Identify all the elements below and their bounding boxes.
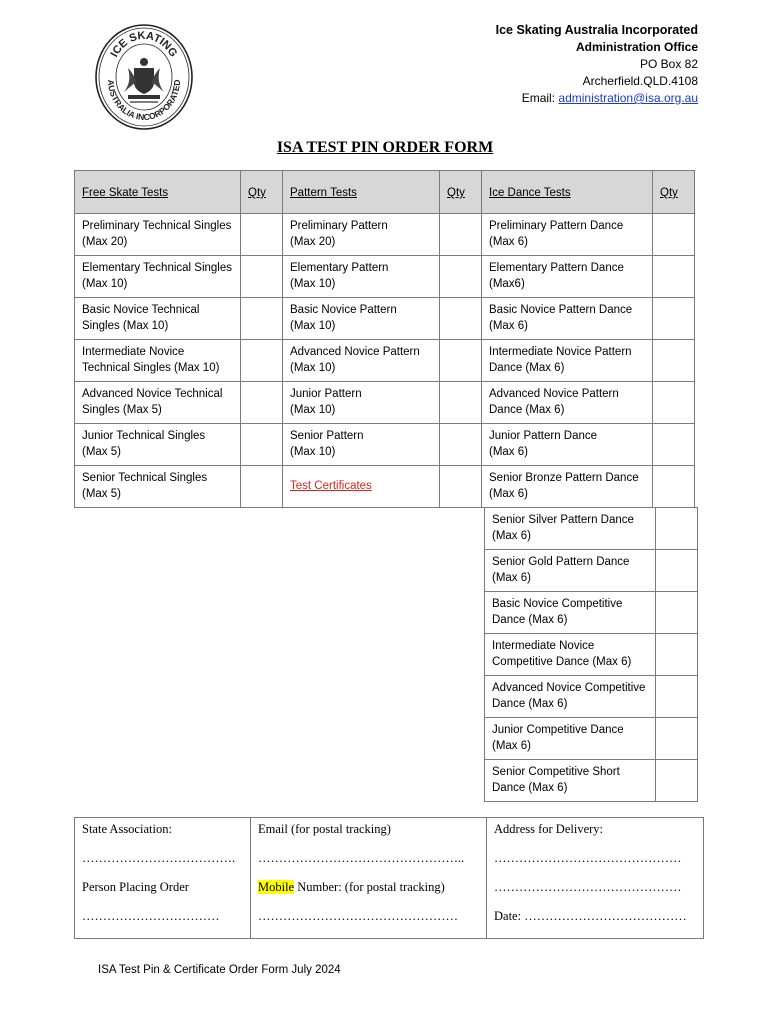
test-certificates-link[interactable]: Test Certificates: [290, 480, 372, 492]
form-col-state: [75, 818, 251, 938]
logo-top-text: ICE SKATING: [108, 29, 180, 60]
pattern-test-line1: Junior Pattern: [290, 388, 362, 400]
ice-dance-test-line1: Intermediate Novice: [492, 640, 595, 652]
pattern-test-line2: (Max 10): [290, 319, 336, 332]
header-ice-dance: Ice Dance Tests: [481, 170, 653, 214]
org-name: Ice Skating Australia Incorporated: [495, 23, 698, 37]
free-skate-test: [74, 423, 241, 466]
ice-dance-test: [484, 591, 656, 634]
pattern-test-line2: (Max 10): [290, 361, 336, 374]
page-footer: ISA Test Pin & Certificate Order Form July 2024: [98, 964, 341, 976]
ice-dance-test: [484, 633, 656, 676]
ice-dance-test: [484, 675, 656, 718]
header-qty-pattern: Qty: [439, 170, 482, 214]
free-skate-test-line2: (Max 5): [82, 487, 121, 500]
ice-dance-test: [481, 423, 653, 466]
empty-spacer: [74, 675, 485, 718]
ice-dance-test-line2: Dance (Max 6): [492, 781, 568, 794]
ice-dance-test-line2: (Max 6): [489, 487, 528, 500]
table-row: [74, 717, 704, 759]
empty-spacer: [74, 507, 485, 550]
pattern-test-line2: (Max 20): [290, 235, 336, 248]
empty-spacer: [74, 633, 485, 676]
pattern-test: [282, 297, 440, 340]
ice-dance-test-line1: Senior Bronze Pattern Dance: [489, 472, 639, 484]
free-skate-test-line2: (Max 20): [82, 235, 128, 248]
empty-spacer: [74, 591, 485, 634]
ice-dance-test: [484, 717, 656, 760]
ice-dance-test-line1: Basic Novice Competitive: [492, 598, 623, 610]
mobile-highlight: Mobile: [258, 880, 295, 894]
table-row: [74, 591, 704, 633]
email-tracking-label: Email (for postal tracking): [258, 822, 391, 836]
free-skate-test-line1: Senior Technical Singles: [82, 472, 208, 484]
ice-dance-qty-input[interactable]: [655, 507, 698, 550]
pattern-test-line2: (Max 10): [290, 445, 336, 458]
pattern-test: [282, 339, 440, 382]
mobile-field[interactable]: …………………………………………: [258, 909, 458, 923]
ice-dance-test-line1: Junior Competitive Dance: [492, 724, 624, 736]
free-skate-test-line2: (Max 5): [82, 445, 121, 458]
ice-dance-qty-input[interactable]: [652, 423, 695, 466]
table-row: [74, 339, 704, 381]
ice-dance-qty-input[interactable]: [652, 381, 695, 424]
free-skate-qty-input[interactable]: [240, 465, 283, 508]
table-row: [74, 507, 704, 549]
date-field[interactable]: Date: …………………………………: [494, 909, 687, 923]
pattern-test: [282, 381, 440, 424]
pattern-test-line1: Advanced Novice Pattern: [290, 346, 420, 358]
header-pattern: Pattern Tests: [282, 170, 440, 214]
free-skate-test-line2: (Max 10): [82, 277, 128, 290]
table-row: [74, 213, 704, 255]
svg-text:ICE SKATING: [108, 30, 179, 59]
logo-bottom-text: AUSTRALIA INCORPORATED: [105, 79, 183, 123]
ice-dance-test-line1: Preliminary Pattern Dance: [489, 220, 624, 232]
pattern-qty-input[interactable]: [439, 213, 482, 256]
free-skate-qty-input[interactable]: [240, 255, 283, 298]
empty-spacer: [74, 549, 485, 592]
free-skate-test-line1: Advanced Novice Technical: [82, 388, 223, 400]
ice-dance-qty-input[interactable]: [652, 339, 695, 382]
ice-dance-test-line2: Dance (Max 6): [489, 403, 565, 416]
pattern-qty-input[interactable]: [439, 297, 482, 340]
ice-dance-test-line2: Dance (Max 6): [492, 613, 568, 626]
table-header-row: [74, 170, 704, 213]
free-skate-test-line1: Elementary Technical Singles: [82, 262, 233, 274]
header-qty-free-skate: Qty: [240, 170, 283, 214]
header-qty-ice-dance: Qty: [652, 170, 695, 214]
free-skate-test: [74, 297, 241, 340]
email-tracking-field[interactable]: …………………………………………..: [258, 851, 465, 865]
ice-dance-test: [481, 381, 653, 424]
free-skate-test-line2: Singles (Max 10): [82, 319, 169, 332]
ice-dance-test-line1: Advanced Novice Pattern: [489, 388, 619, 400]
ice-dance-qty-input[interactable]: [655, 549, 698, 592]
ice-dance-test-line2: (Max 6): [489, 235, 528, 248]
free-skate-test-line2: Singles (Max 5): [82, 403, 162, 416]
order-table: [74, 170, 704, 801]
table-row: [74, 423, 704, 465]
ice-dance-test: [484, 507, 656, 550]
empty-spacer: [74, 759, 485, 802]
ice-dance-test-line2: (Max 6): [492, 739, 531, 752]
po-box: PO Box 82: [639, 57, 698, 71]
table-body: [74, 213, 704, 801]
ice-dance-test-line2: Dance (Max 6): [489, 361, 565, 374]
free-skate-qty-input[interactable]: [240, 297, 283, 340]
ice-dance-test-line1: Senior Silver Pattern Dance: [492, 514, 634, 526]
free-skate-test-line1: Intermediate Novice: [82, 346, 185, 358]
form-col-address: [487, 818, 703, 938]
ice-dance-test-line2: (Max6): [489, 277, 525, 290]
state-association-field[interactable]: ……………………………….: [82, 851, 236, 865]
free-skate-test: [74, 381, 241, 424]
pattern-qty-input[interactable]: [439, 255, 482, 298]
ice-dance-test: [481, 255, 653, 298]
table-row: [74, 549, 704, 591]
ice-dance-test-line2: Competitive Dance (Max 6): [492, 655, 632, 668]
ice-dance-test-line1: Senior Competitive Short: [492, 766, 620, 778]
office-name: Administration Office: [575, 40, 698, 54]
email-link[interactable]: administration@isa.org.au: [558, 91, 698, 105]
free-skate-test: [74, 339, 241, 382]
ice-dance-qty-input[interactable]: [652, 255, 695, 298]
pattern-test-line1: Basic Novice Pattern: [290, 304, 397, 316]
pattern-test-line1: Preliminary Pattern: [290, 220, 388, 232]
pattern-qty-input[interactable]: [439, 465, 482, 508]
free-skate-qty-input[interactable]: [240, 213, 283, 256]
isa-seal-logo: [94, 22, 194, 132]
free-skate-qty-input[interactable]: [240, 339, 283, 382]
address-label: Address for Delivery:: [494, 822, 603, 836]
person-placing-order-label: Person Placing Order: [82, 880, 189, 894]
city: Archerfield.QLD.4108: [582, 74, 698, 88]
pattern-test: [282, 423, 440, 466]
pattern-test-line2: (Max 10): [290, 277, 336, 290]
free-skate-test: [74, 255, 241, 298]
ice-dance-test-line1: Intermediate Novice Pattern: [489, 346, 632, 358]
empty-spacer: [74, 717, 485, 760]
ice-dance-test-line1: Elementary Pattern Dance: [489, 262, 624, 274]
delivery-form: [74, 817, 704, 939]
table-row: [74, 381, 704, 423]
ice-dance-qty-input[interactable]: [655, 675, 698, 718]
mobile-label-rest: Number: (for postal tracking): [294, 880, 445, 894]
address-field-1[interactable]: ………………………………………: [494, 851, 682, 865]
form-col-contact: [251, 818, 487, 938]
pattern-test-line1: Elementary Pattern: [290, 262, 389, 274]
ice-dance-test-line2: (Max 6): [489, 445, 528, 458]
ice-dance-qty-input[interactable]: [652, 297, 695, 340]
ice-dance-test-line2: (Max 6): [489, 319, 528, 332]
free-skate-test: [74, 213, 241, 256]
page-title: ISA TEST PIN ORDER FORM: [276, 139, 494, 156]
free-skate-test-line1: Preliminary Technical Singles: [82, 220, 232, 232]
table-row: [74, 255, 704, 297]
free-skate-test-line2: Technical Singles (Max 10): [82, 361, 220, 374]
ice-dance-test-line2: (Max 6): [492, 571, 531, 584]
pattern-test: [282, 255, 440, 298]
ice-dance-test: [481, 339, 653, 382]
ice-dance-test-line2: (Max 6): [492, 529, 531, 542]
free-skate-test-line1: Basic Novice Technical: [82, 304, 200, 316]
ice-dance-test-line1: Basic Novice Pattern Dance: [489, 304, 633, 316]
ice-dance-qty-input[interactable]: [655, 591, 698, 634]
header-free-skate: Free Skate Tests: [74, 170, 241, 214]
pattern-test-line1: Senior Pattern: [290, 430, 364, 442]
ice-dance-qty-input[interactable]: [652, 213, 695, 256]
ice-dance-qty-input[interactable]: [655, 633, 698, 676]
ice-dance-test-line1: Advanced Novice Competitive: [492, 682, 646, 694]
ice-dance-test: [481, 465, 653, 508]
ice-dance-test: [484, 549, 656, 592]
table-row: [74, 675, 704, 717]
free-skate-test: [74, 465, 241, 508]
ice-dance-qty-input[interactable]: [655, 717, 698, 760]
free-skate-qty-input[interactable]: [240, 423, 283, 466]
ice-dance-qty-input[interactable]: [655, 759, 698, 802]
free-skate-test-line1: Junior Technical Singles: [82, 430, 206, 442]
state-association-label: State Association:: [82, 822, 172, 836]
pattern-test: [282, 213, 440, 256]
test-certificates-cell: [282, 465, 440, 508]
ice-dance-test: [481, 297, 653, 340]
free-skate-qty-input[interactable]: [240, 381, 283, 424]
table-row: [74, 297, 704, 339]
pattern-qty-input[interactable]: [439, 339, 482, 382]
mobile-label: [258, 878, 480, 907]
ice-dance-qty-input[interactable]: [652, 465, 695, 508]
pattern-qty-input[interactable]: [439, 381, 482, 424]
table-row: [74, 633, 704, 675]
ice-dance-test-line1: Senior Gold Pattern Dance: [492, 556, 630, 568]
org-address-block: [496, 22, 698, 107]
pattern-qty-input[interactable]: [439, 423, 482, 466]
table-row: [74, 759, 704, 801]
pattern-test-line2: (Max 10): [290, 403, 336, 416]
email-label: Email:: [521, 91, 559, 105]
ice-dance-test: [484, 759, 656, 802]
ice-dance-test: [481, 213, 653, 256]
ice-dance-test-line2: Dance (Max 6): [492, 697, 568, 710]
address-field-2[interactable]: ………………………………………: [494, 880, 682, 894]
table-row: [74, 465, 704, 507]
ice-dance-test-line1: Junior Pattern Dance: [489, 430, 598, 442]
email-line: [496, 90, 698, 107]
person-placing-order-field[interactable]: ……………………………: [82, 909, 220, 923]
